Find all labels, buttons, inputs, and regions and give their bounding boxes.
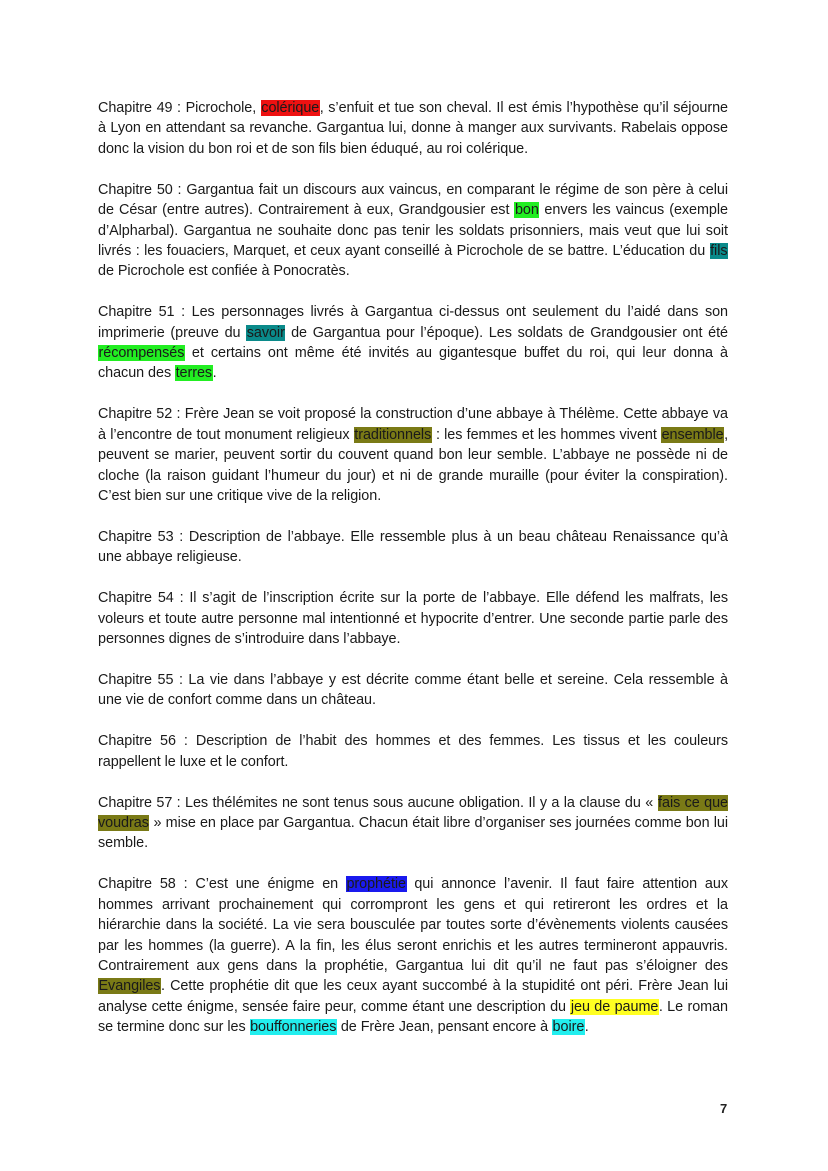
highlighted-term: ensemble <box>661 426 724 443</box>
paragraph-text: Chapitre 55 : La vie dans l’abbaye y est décrite comme étant belle et sereine. Cela ressemble à une vie de confort comme dans un château. <box>98 671 728 709</box>
paragraph-text: de Frère Jean, pensant encore à <box>336 1019 553 1036</box>
paragraph-text: : les femmes et les hommes vivent <box>431 426 662 443</box>
highlighted-term: boire <box>552 1019 585 1036</box>
highlighted-term: fais ce que voudras <box>98 794 728 831</box>
paragraph-text: et certains ont même été invités au gigantesque buffet du roi, qui leur donna à chacun des <box>98 345 728 382</box>
chapter-paragraph <box>98 98 728 159</box>
chapter-paragraph <box>98 302 728 384</box>
chapter-paragraph <box>98 670 728 711</box>
highlighted-term: traditionnels <box>354 426 432 443</box>
paragraph-text: qui annonce l’avenir. Il faut faire attention aux hommes arrivant prochainement qui corrompront les gens et qui retireront les ordres et la hiérarchie dans la société. La vie sera bousculée par toutes sorte d’évènements violents causées par les hommes (la guerre). A la fin, les élus seront enrichis et les autres termineront appauvris. Contrairement aux gens dans la prophétie, Gargantua lui dit qu’il ne faut pas s’éloigner des <box>98 876 728 974</box>
highlighted-term: savoir <box>246 324 285 341</box>
paragraph-text: , peuvent se marier, peuvent sortir du couvent quand bon leur semble. L’abbaye ne possède ni de cloche (la raison guidant l’humeur du jour) et ni de grande muraille (pour éviter la conspiration). C’est bien sur une critique vive de la religion. <box>98 426 729 504</box>
highlighted-term: colérique <box>261 100 320 116</box>
highlighted-term: prophétie <box>346 876 407 893</box>
paragraph-text: Chapitre 58 : C’est une énigme en <box>98 876 346 893</box>
highlighted-term: récompensés <box>98 345 185 362</box>
chapter-paragraph <box>98 731 728 772</box>
highlighted-term: fils <box>710 242 728 259</box>
chapter-paragraph <box>98 404 728 506</box>
paragraph-text: Chapitre 50 : Gargantua fait un discours aux vaincus, en comparant le régime de son père à celui de César (entre autres). Contrairement à eux, Grandgousier est <box>98 181 728 219</box>
highlighted-term: Evangiles <box>98 978 161 995</box>
chapter-paragraph <box>98 527 728 568</box>
paragraph-text: Chapitre 57 : Les thélémites ne sont tenus sous aucune obligation. Il y a la clause du « <box>98 794 658 811</box>
chapter-paragraph <box>98 793 728 854</box>
paragraph-text: . Le roman se termine donc sur les <box>98 998 729 1036</box>
paragraph-text: . <box>584 1019 589 1036</box>
highlighted-term: bouffonneries <box>250 1019 337 1036</box>
highlighted-term: bon <box>514 202 539 219</box>
highlighted-term: terres <box>175 365 213 382</box>
paragraph-text: . <box>212 365 217 382</box>
chapter-paragraph <box>98 180 728 282</box>
paragraph-text: Chapitre 49 : Picrochole, <box>98 100 261 116</box>
chapter-paragraph <box>98 874 728 1037</box>
highlighted-term: jeu de paume <box>570 998 659 1015</box>
paragraph-text: Chapitre 52 : Frère Jean se voit proposé la construction d’une abbaye à Thélème. Cette abbaye va à l’encontre de tout monument religieux <box>98 406 728 443</box>
chapter-paragraph <box>98 588 728 649</box>
paragraph-text: de Picrochole est confiée à Ponocratès. <box>98 263 350 280</box>
paragraph-text: envers les vaincus (exemple d’Alpharbal). Gargantua ne souhaite donc pas tenir les soldats prisonniers, mais veut que lui soit livrés : les fouaciers, Marquet, et ceux ayant conseillé à Picrochole de se battre. L’éducation du <box>98 202 728 259</box>
page-number: 7 <box>720 1101 728 1116</box>
paragraph-text: . Cette prophétie dit que les ceux ayant succombé à la stupidité ont péri. Frère Jean lui analyse cette énigme, sensée faire peur, comme étant une description du <box>98 978 728 1015</box>
paragraph-text: » mise en place par Gargantua. Chacun était libre d’organiser ses journées comme bon lui semble. <box>98 814 728 852</box>
paragraph-text: Chapitre 51 : Les personnages livrés à Gargantua ci-dessus ont seulement du l’aidé dans son imprimerie (preuve du <box>98 304 728 341</box>
paragraph-text: , s’enfuit et tue son cheval. Il est émis l’hypothèse qu’il séjourne à Lyon en attendant sa revanche. Gargantua lui, donne à manger aux survivants. Rabelais oppose donc la vision du bon roi et de son fils bien éduqué, au roi colérique. <box>98 100 729 157</box>
paragraph-text: Chapitre 54 : Il s’agit de l’inscription écrite sur la porte de l’abbaye. Elle défend les malfrats, les voleurs et toute autre personne mal intentionné et hypocrite d’entrer. Une seconde partie parle des personnes dignes de s’introduire dans l’abbaye. <box>98 590 728 648</box>
paragraph-text: Chapitre 53 : Description de l’abbaye. Elle ressemble plus à un beau château Renaissance qu’à une abbaye religieuse. <box>98 528 728 566</box>
paragraph-text: de Gargantua pour l’époque). Les soldats de Grandgousier ont été <box>285 324 728 341</box>
chapter-summaries <box>98 98 728 1058</box>
paragraph-text: Chapitre 56 : Description de l’habit des hommes et des femmes. Les tissus et les couleurs rappellent le luxe et le confort. <box>98 733 728 770</box>
